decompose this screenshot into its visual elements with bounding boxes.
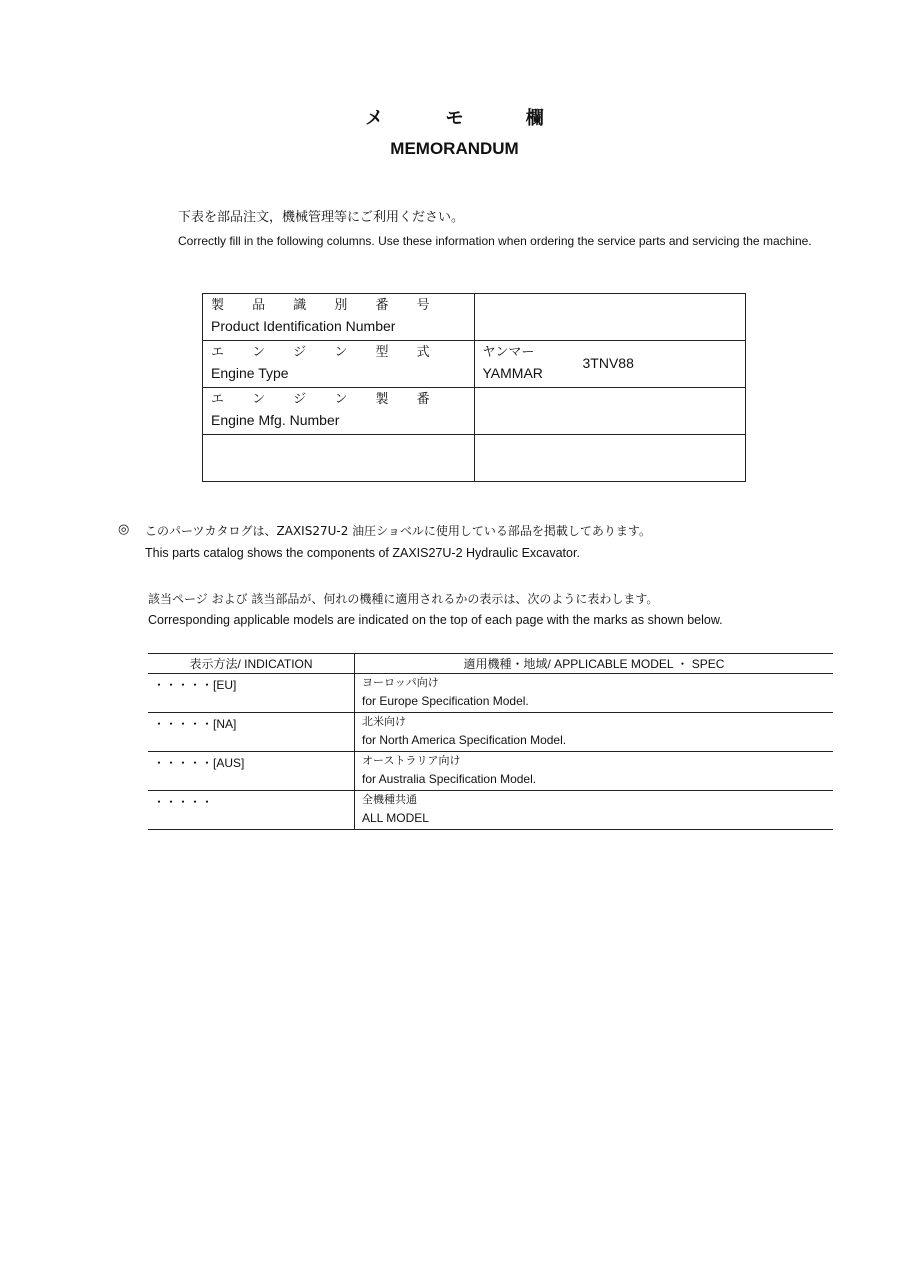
engine-mfg-value-field[interactable] (474, 388, 746, 435)
engine-type-value (474, 341, 746, 388)
indication-cell: ・・・・・[NA] (148, 713, 355, 752)
indication-header: 表示方法/ INDICATION (148, 654, 355, 674)
product-id-label (203, 294, 475, 341)
model-en: ALL MODEL (362, 811, 429, 825)
catalog-note-en: This parts catalog shows the components of ZAXIS27U-2 Hydraulic Excavator. (145, 546, 580, 560)
applicable-model-cell (355, 674, 834, 713)
memo-title-jp: メ モ 欄 (365, 108, 572, 129)
table-row (203, 341, 746, 388)
engine-mfg-label-jp: エ ン ジ ン 製 番 (211, 392, 442, 407)
applicable-model-cell (355, 791, 834, 830)
engine-type-label-en: Engine Type (211, 365, 289, 381)
table-row (203, 435, 746, 482)
model-en: for Australia Specification Model. (362, 772, 537, 786)
engine-maker-en: YAMMAR (482, 365, 543, 381)
intro-text-jp: 下表を部品注文，機械管理等にご利用ください。 (178, 210, 465, 225)
table-row (148, 674, 833, 713)
applicable-models-table (148, 653, 833, 830)
model-en: for Europe Specification Model. (362, 694, 529, 708)
model-jp: 全機種共通 (362, 793, 417, 806)
intro-text-en: Correctly fill in the following columns. Use these information when ordering the service parts and servicing the machine. (178, 234, 812, 248)
indication-cell: ・・・・・[AUS] (148, 752, 355, 791)
product-id-label-en: Product Identification Number (211, 318, 396, 334)
memorandum-title: MEMORANDUM (390, 139, 519, 158)
model-jp: オーストラリア向け (362, 754, 461, 767)
engine-mfg-label (203, 388, 475, 435)
blank-cell[interactable] (474, 435, 746, 482)
table-row (148, 791, 833, 830)
indication-cell: ・・・・・[EU] (148, 674, 355, 713)
applicable-model-cell (355, 752, 834, 791)
corresponding-note-jp: 該当ページ および 該当部品が、何れの機種に適用されるかの表示は、次のように表わします。 (148, 592, 659, 606)
table-row (148, 713, 833, 752)
double-circle-icon: ◎ (118, 522, 130, 537)
model-en: for North America Specification Model. (362, 733, 567, 747)
engine-type-label-jp: エ ン ジ ン 型 式 (211, 345, 442, 360)
table-row (203, 294, 746, 341)
engine-type-label (203, 341, 475, 388)
engine-model: 3TNV88 (582, 355, 634, 371)
table-header-row (148, 654, 833, 674)
applicable-model-header: 適用機種・地域/ APPLICABLE MODEL ・ SPEC (355, 654, 834, 674)
indication-cell: ・・・・・ (148, 791, 355, 830)
model-jp: ヨーロッパ向け (362, 676, 439, 689)
blank-cell[interactable] (203, 435, 475, 482)
applicable-model-cell (355, 713, 834, 752)
engine-maker-jp: ヤンマー (482, 345, 535, 360)
table-row (148, 752, 833, 791)
table-row (203, 388, 746, 435)
identification-table (202, 293, 746, 482)
engine-mfg-label-en: Engine Mfg. Number (211, 412, 340, 428)
catalog-note-jp: このパーツカタログは、ZAXIS27U-2 油圧ショベルに使用している部品を掲載してあります。 (145, 524, 651, 538)
product-id-value-field[interactable] (474, 294, 746, 341)
product-id-label-jp: 製 品 識 別 番 号 (211, 298, 442, 313)
model-jp: 北米向け (362, 715, 406, 728)
corresponding-note-en: Corresponding applicable models are indicated on the top of each page with the marks as shown below. (148, 613, 723, 627)
